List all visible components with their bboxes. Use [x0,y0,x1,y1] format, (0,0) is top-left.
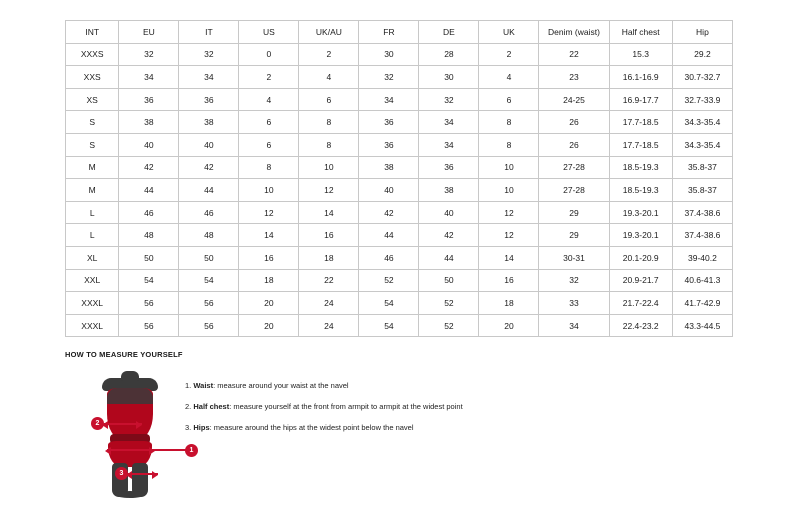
measure-note-half-chest-term: Half chest [193,402,230,412]
column-header-uk-au: UK/AU [299,21,359,44]
cell-denim-waist: 26 [539,133,609,156]
waist-measure-line [107,449,187,451]
cell-half-chest: 17.7-18.5 [609,111,672,134]
measure-note-hips-number: 3. [185,423,192,433]
cell-denim-waist: 29 [539,201,609,224]
cell-fr: 40 [359,179,419,202]
cell-uk: 8 [479,133,539,156]
cell-uk-au: 2 [299,43,359,66]
cell-fr: 32 [359,66,419,89]
cell-uk-au: 18 [299,246,359,269]
cell-denim-waist: 24-25 [539,88,609,111]
cell-eu: 38 [119,111,179,134]
cell-half-chest: 21.7-22.4 [609,292,672,315]
cell-it: 42 [179,156,239,179]
cell-it: 48 [179,224,239,247]
how-to-measure-section [65,350,735,501]
cell-half-chest: 18.5-19.3 [609,179,672,202]
cell-eu: 56 [119,292,179,315]
cell-us: 2 [239,66,299,89]
column-header-int: INT [66,21,119,44]
column-header-uk: UK [479,21,539,44]
cell-de: 50 [419,269,479,292]
cell-fr: 54 [359,314,419,337]
cell-de: 32 [419,88,479,111]
cell-hip: 40.6-41.3 [672,269,732,292]
table-row [66,111,733,134]
measure-note-hips [185,423,735,433]
cell-int: XL [66,246,119,269]
column-header-fr: FR [359,21,419,44]
mannequin-neck [121,371,139,381]
size-table-container [65,20,733,337]
column-header-eu: EU [119,21,179,44]
cell-eu: 32 [119,43,179,66]
cell-half-chest: 18.5-19.3 [609,156,672,179]
cell-half-chest: 20.1-20.9 [609,246,672,269]
cell-eu: 48 [119,224,179,247]
table-header-row [66,21,733,44]
cell-half-chest: 20.9-21.7 [609,269,672,292]
cell-us: 14 [239,224,299,247]
cell-hip: 32.7-33.9 [672,88,732,111]
cell-denim-waist: 27-28 [539,179,609,202]
cell-half-chest: 16.9-17.7 [609,88,672,111]
cell-uk: 20 [479,314,539,337]
callout-badge-half-chest: 2 [91,417,104,430]
mannequin-stand [115,491,145,498]
cell-int: L [66,224,119,247]
cell-uk: 16 [479,269,539,292]
cell-it: 32 [179,43,239,66]
cell-half-chest: 19.3-20.1 [609,224,672,247]
mannequin-illustration [65,371,194,501]
hips-arrow-right-icon [152,471,158,479]
measure-note-hips-term: Hips [193,423,210,433]
cell-fr: 36 [359,133,419,156]
cell-int: XXS [66,66,119,89]
cell-it: 36 [179,88,239,111]
cell-us: 0 [239,43,299,66]
cell-us: 12 [239,201,299,224]
cell-eu: 40 [119,133,179,156]
cell-int: XXL [66,269,119,292]
how-to-measure-title: HOW TO MEASURE YOURSELF [65,350,183,359]
cell-int: L [66,201,119,224]
cell-us: 10 [239,179,299,202]
cell-us: 4 [239,88,299,111]
table-row [66,201,733,224]
cell-hip: 35.8-37 [672,179,732,202]
measure-notes-list [185,371,735,444]
cell-hip: 34.3-35.4 [672,111,732,134]
cell-denim-waist: 23 [539,66,609,89]
cell-half-chest: 22.4-23.2 [609,314,672,337]
table-row [66,66,733,89]
cell-us: 20 [239,292,299,315]
cell-denim-waist: 33 [539,292,609,315]
cell-uk-au: 24 [299,314,359,337]
cell-us: 16 [239,246,299,269]
cell-it: 56 [179,314,239,337]
table-row [66,43,733,66]
half-chest-arrow-right-icon [136,421,142,429]
table-row [66,269,733,292]
cell-uk: 10 [479,156,539,179]
column-header-denim-waist: Denim (waist) [539,21,609,44]
cell-denim-waist: 27-28 [539,156,609,179]
cell-de: 38 [419,179,479,202]
cell-fr: 38 [359,156,419,179]
cell-it: 38 [179,111,239,134]
cell-de: 40 [419,201,479,224]
cell-de: 30 [419,66,479,89]
column-header-it: IT [179,21,239,44]
table-row [66,224,733,247]
cell-it: 44 [179,179,239,202]
cell-de: 28 [419,43,479,66]
cell-uk-au: 10 [299,156,359,179]
cell-int: M [66,179,119,202]
cell-it: 40 [179,133,239,156]
size-conversion-table [65,20,733,337]
cell-hip: 37.4-38.6 [672,201,732,224]
cell-hip: 29.2 [672,43,732,66]
mannequin-figure-icon [93,371,167,499]
measure-note-waist-text: : measure around your waist at the navel [213,381,349,390]
waist-arrow-right-icon [149,447,155,455]
table-row [66,133,733,156]
cell-eu: 42 [119,156,179,179]
cell-uk-au: 4 [299,66,359,89]
column-header-half-chest: Half chest [609,21,672,44]
how-to-measure-body [65,371,735,501]
cell-uk-au: 24 [299,292,359,315]
cell-eu: 44 [119,179,179,202]
cell-fr: 36 [359,111,419,134]
table-row [66,246,733,269]
cell-denim-waist: 22 [539,43,609,66]
cell-de: 34 [419,111,479,134]
callout-badge-hips: 3 [115,467,128,480]
cell-hip: 34.3-35.4 [672,133,732,156]
table-row [66,314,733,337]
measure-note-waist-term: Waist [193,381,214,390]
column-header-hip: Hip [672,21,732,44]
measure-note-half-chest-number: 2. [185,402,192,412]
cell-int: XXXS [66,43,119,66]
cell-uk: 2 [479,43,539,66]
cell-hip: 39-40.2 [672,246,732,269]
cell-eu: 34 [119,66,179,89]
cell-fr: 46 [359,246,419,269]
callout-badge-waist: 1 [185,444,198,457]
cell-uk: 8 [479,111,539,134]
cell-hip: 37.4-38.6 [672,224,732,247]
cell-fr: 52 [359,269,419,292]
cell-int: S [66,111,119,134]
column-header-us: US [239,21,299,44]
cell-it: 56 [179,292,239,315]
cell-int: XXXL [66,292,119,315]
cell-de: 42 [419,224,479,247]
cell-de: 36 [419,156,479,179]
cell-de: 52 [419,314,479,337]
cell-uk: 14 [479,246,539,269]
cell-us: 20 [239,314,299,337]
measure-note-hips-text: : measure around the hips at the widest point below the navel [209,423,414,433]
cell-it: 54 [179,269,239,292]
cell-eu: 36 [119,88,179,111]
table-row [66,292,733,315]
cell-fr: 34 [359,88,419,111]
cell-eu: 54 [119,269,179,292]
cell-de: 44 [419,246,479,269]
cell-uk: 12 [479,224,539,247]
cell-uk: 10 [479,179,539,202]
measure-note-half-chest [185,402,735,412]
cell-eu: 46 [119,201,179,224]
cell-fr: 42 [359,201,419,224]
cell-int: M [66,156,119,179]
cell-us: 18 [239,269,299,292]
cell-fr: 44 [359,224,419,247]
cell-denim-waist: 30-31 [539,246,609,269]
cell-hip: 35.8-37 [672,156,732,179]
cell-it: 46 [179,201,239,224]
cell-eu: 50 [119,246,179,269]
cell-us: 6 [239,111,299,134]
cell-de: 34 [419,133,479,156]
cell-half-chest: 16.1-16.9 [609,66,672,89]
cell-denim-waist: 34 [539,314,609,337]
cell-eu: 56 [119,314,179,337]
waist-arrow-left-icon [105,447,111,455]
cell-denim-waist: 26 [539,111,609,134]
cell-fr: 30 [359,43,419,66]
table-row [66,88,733,111]
cell-hip: 41.7-42.9 [672,292,732,315]
table-row [66,156,733,179]
cell-hip: 43.3-44.5 [672,314,732,337]
cell-half-chest: 19.3-20.1 [609,201,672,224]
cell-int: XXXL [66,314,119,337]
cell-int: S [66,133,119,156]
measure-note-waist-number: 1. [185,381,192,390]
cell-half-chest: 15.3 [609,43,672,66]
cell-it: 34 [179,66,239,89]
cell-us: 8 [239,156,299,179]
cell-uk-au: 16 [299,224,359,247]
cell-uk: 12 [479,201,539,224]
cell-half-chest: 17.7-18.5 [609,133,672,156]
cell-uk-au: 8 [299,111,359,134]
measure-note-half-chest-text: : measure yourself at the front from armpit to armpit at the widest point [229,402,463,412]
cell-uk: 4 [479,66,539,89]
cell-denim-waist: 32 [539,269,609,292]
cell-uk-au: 6 [299,88,359,111]
cell-uk-au: 22 [299,269,359,292]
measure-note-waist [185,381,735,391]
column-header-de: DE [419,21,479,44]
cell-denim-waist: 29 [539,224,609,247]
cell-hip: 30.7-32.7 [672,66,732,89]
cell-it: 50 [179,246,239,269]
mannequin-torso [107,388,153,440]
table-row [66,179,733,202]
cell-uk-au: 12 [299,179,359,202]
cell-int: XS [66,88,119,111]
cell-uk: 6 [479,88,539,111]
cell-uk-au: 8 [299,133,359,156]
cell-de: 52 [419,292,479,315]
cell-uk-au: 14 [299,201,359,224]
cell-us: 6 [239,133,299,156]
cell-uk: 18 [479,292,539,315]
cell-fr: 54 [359,292,419,315]
